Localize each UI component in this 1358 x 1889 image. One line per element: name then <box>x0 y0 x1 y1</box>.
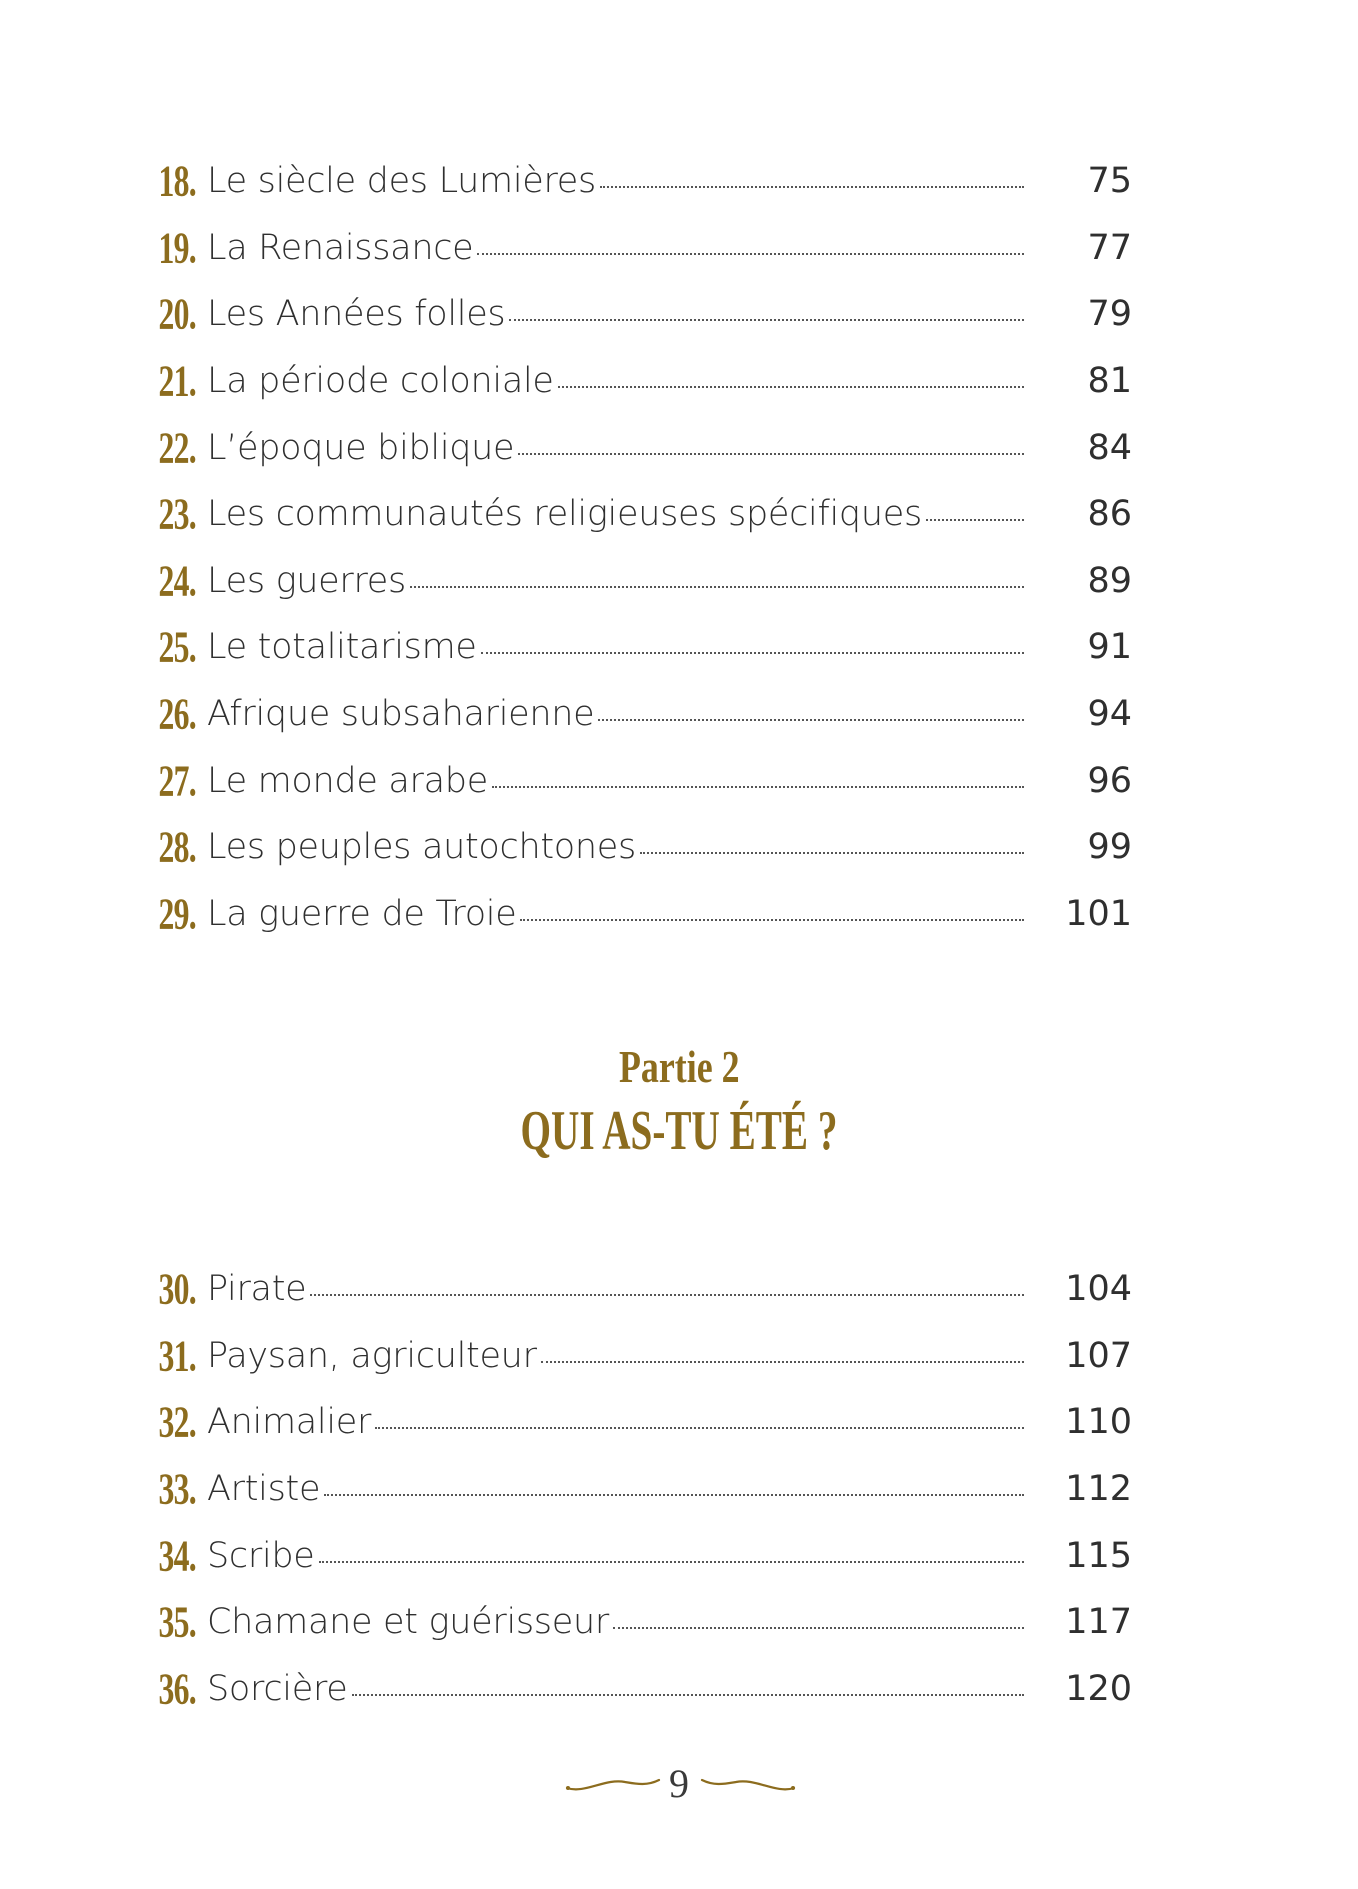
toc-entry-page: 112 <box>1065 1469 1132 1510</box>
toc-entry[interactable] <box>0 1389 1358 1456</box>
toc-entry-title: Artiste <box>207 1469 321 1510</box>
toc-entry-title: La Renaissance <box>207 227 474 268</box>
toc-entry-title: Les Années folles <box>207 294 506 335</box>
dot-leader <box>613 1627 1024 1629</box>
dot-leader <box>558 386 1024 388</box>
toc-entry-page: 94 <box>1087 694 1132 735</box>
toc-entry-page: 117 <box>1065 1602 1132 1643</box>
toc-entry-title: Les communautés religieuses spécifiques <box>207 494 922 535</box>
part-heading <box>0 1040 1358 1163</box>
toc-entry-title: Le monde arabe <box>207 760 488 801</box>
toc-entry[interactable] <box>0 747 1358 814</box>
toc-entry-page: 104 <box>1065 1269 1132 1310</box>
toc-entry-page: 101 <box>1065 893 1132 934</box>
toc-entry-title: La guerre de Troie <box>207 893 517 934</box>
toc-entry[interactable] <box>0 1256 1358 1323</box>
toc-entry[interactable] <box>0 1656 1358 1723</box>
toc-entry-title: La période coloniale <box>207 361 554 402</box>
dot-leader <box>518 453 1024 455</box>
toc-entry-number: 26. <box>158 689 196 739</box>
dot-leader <box>410 586 1024 588</box>
toc-entry[interactable] <box>0 614 1358 681</box>
dot-leader <box>509 319 1024 321</box>
right-swash-ornament <box>700 1774 796 1796</box>
toc-entry[interactable] <box>0 1522 1358 1589</box>
page-footer <box>0 1760 1358 1810</box>
toc-entry-number: 33. <box>158 1464 196 1514</box>
part-label: Partie 2 <box>618 1041 740 1092</box>
toc-entry[interactable] <box>0 1323 1358 1390</box>
dot-leader <box>477 253 1024 255</box>
toc-entry-number: 21. <box>158 356 196 406</box>
toc-entry-number: 20. <box>158 289 196 339</box>
toc-entry-page: 91 <box>1087 627 1132 668</box>
toc-entry[interactable] <box>0 148 1358 215</box>
toc-entry[interactable] <box>0 1456 1358 1523</box>
dot-leader <box>598 719 1024 721</box>
toc-entry[interactable] <box>0 215 1358 282</box>
toc-entry-page: 107 <box>1065 1335 1132 1376</box>
toc-entry-number: 34. <box>158 1531 196 1581</box>
toc-entry-number: 31. <box>158 1331 196 1381</box>
toc-entry[interactable] <box>0 881 1358 948</box>
page-number: 9 <box>669 1761 689 1806</box>
toc-entry-title: Paysan, agriculteur <box>207 1335 537 1376</box>
dot-leader <box>352 1694 1024 1696</box>
toc-entry-page: 81 <box>1087 361 1132 402</box>
toc-entry-page: 99 <box>1087 827 1132 868</box>
toc-entry-number: 36. <box>158 1664 196 1714</box>
toc-entry-title: Les guerres <box>207 560 406 601</box>
toc-entry-title: Le siècle des Lumières <box>207 161 596 202</box>
toc-entry-page: 86 <box>1087 494 1132 535</box>
toc-entry-number: 35. <box>158 1597 196 1647</box>
dot-leader <box>926 519 1024 521</box>
dot-leader <box>481 652 1024 654</box>
toc-entry[interactable] <box>0 814 1358 881</box>
toc-entry-number: 22. <box>158 423 196 473</box>
toc-entry-number: 25. <box>158 622 196 672</box>
toc-entry-page: 96 <box>1087 760 1132 801</box>
toc-entry[interactable] <box>0 681 1358 748</box>
toc-entry-number: 29. <box>158 889 196 939</box>
toc-entry-page: 84 <box>1087 427 1132 468</box>
toc-list-part1 <box>0 148 1358 947</box>
dot-leader <box>640 852 1024 854</box>
toc-entry[interactable] <box>0 548 1358 615</box>
dot-leader <box>310 1294 1024 1296</box>
toc-entry[interactable] <box>0 414 1358 481</box>
toc-entry-number: 23. <box>158 489 196 539</box>
toc-entry-title: Sorcière <box>207 1668 348 1709</box>
toc-entry-title: Afrique subsaharienne <box>207 694 595 735</box>
toc-entry-page: 77 <box>1087 227 1132 268</box>
toc-entry-page: 120 <box>1065 1668 1132 1709</box>
toc-entry[interactable] <box>0 281 1358 348</box>
toc-entry-page: 79 <box>1087 294 1132 335</box>
dot-leader <box>492 786 1024 788</box>
dot-leader <box>520 919 1024 921</box>
toc-entry-number: 30. <box>158 1264 196 1314</box>
toc-entry-title: Animalier <box>207 1402 372 1443</box>
toc-entry[interactable] <box>0 348 1358 415</box>
toc-entry-number: 19. <box>158 223 196 273</box>
toc-entry[interactable] <box>0 1589 1358 1656</box>
toc-entry-title: L’époque biblique <box>207 427 515 468</box>
part-title: QUI AS-TU ÉTÉ ? <box>520 1100 838 1162</box>
toc-entry-page: 75 <box>1087 161 1132 202</box>
toc-entry-title: Chamane et guérisseur <box>207 1602 609 1643</box>
toc-entry-number: 32. <box>158 1397 196 1447</box>
toc-entry[interactable] <box>0 481 1358 548</box>
dot-leader <box>600 186 1024 188</box>
toc-entry-number: 18. <box>158 156 196 206</box>
toc-entry-title: Le totalitarisme <box>207 627 477 668</box>
toc-list-part2 <box>0 1256 1358 1722</box>
dot-leader <box>541 1361 1024 1363</box>
toc-entry-number: 28. <box>158 822 196 872</box>
toc-entry-number: 27. <box>158 756 196 806</box>
dot-leader <box>375 1427 1024 1429</box>
toc-entry-number: 24. <box>158 556 196 606</box>
toc-entry-title: Pirate <box>207 1269 307 1310</box>
toc-entry-title: Scribe <box>207 1535 315 1576</box>
toc-entry-title: Les peuples autochtones <box>207 827 636 868</box>
dot-leader <box>324 1494 1024 1496</box>
toc-entry-page: 110 <box>1065 1402 1132 1443</box>
toc-entry-page: 89 <box>1087 560 1132 601</box>
toc-entry-page: 115 <box>1065 1535 1132 1576</box>
dot-leader <box>319 1561 1024 1563</box>
